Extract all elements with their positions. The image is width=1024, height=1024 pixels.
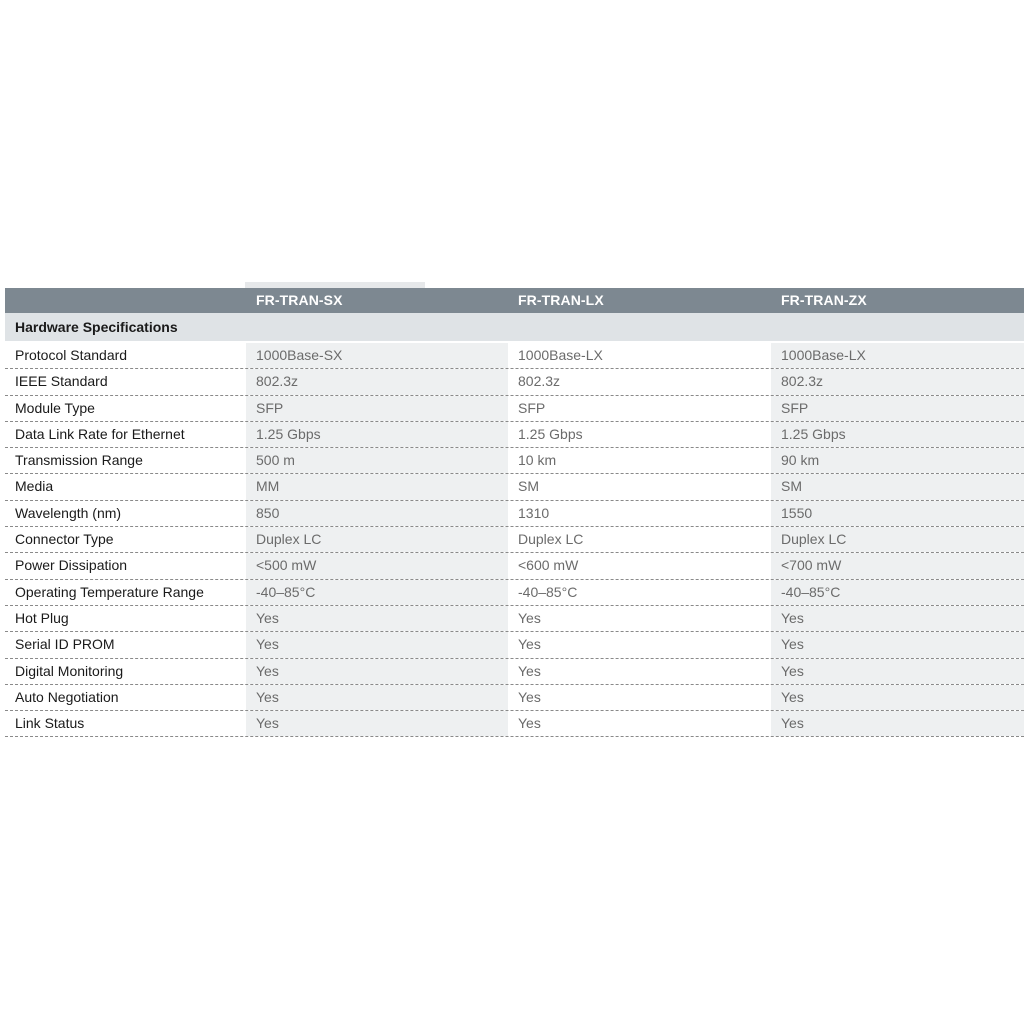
table-row	[5, 711, 1024, 737]
row-label: Operating Temperature Range	[15, 583, 204, 600]
cell-sx: SFP	[246, 396, 508, 421]
cell-lx: <600 mW	[508, 553, 771, 578]
cell-zx: 1550	[771, 501, 1024, 526]
table-row	[5, 553, 1024, 579]
cell-lx: Yes	[508, 659, 771, 684]
cell-zx: <700 mW	[771, 553, 1024, 578]
cell-zx: 1.25 Gbps	[771, 422, 1024, 447]
cell-lx: Duplex LC	[508, 527, 771, 552]
cell-sx: 850	[246, 501, 508, 526]
cell-sx: <500 mW	[246, 553, 508, 578]
table-row	[5, 343, 1024, 369]
cell-zx: -40–85°C	[771, 580, 1024, 605]
row-label: Protocol Standard	[15, 347, 128, 363]
table-row	[5, 580, 1024, 606]
cell-zx: Yes	[771, 685, 1024, 710]
cell-lx: Yes	[508, 711, 771, 736]
cell-lx: 802.3z	[508, 369, 771, 394]
row-label: IEEE Standard	[15, 373, 108, 390]
table-row	[5, 501, 1024, 527]
cell-lx: 1.25 Gbps	[508, 422, 771, 447]
row-label: Module Type	[15, 399, 95, 416]
row-label: Serial ID PROM	[15, 636, 115, 653]
table-row	[5, 659, 1024, 685]
table-row	[5, 369, 1024, 395]
table-body	[5, 343, 1024, 737]
table-row	[5, 396, 1024, 422]
cell-lx: -40–85°C	[508, 580, 771, 605]
row-label: Link Status	[15, 715, 85, 732]
cell-lx: 1000Base-LX	[508, 343, 771, 368]
row-label: Transmission Range	[15, 452, 143, 469]
cell-zx: Yes	[771, 659, 1024, 684]
cell-zx: Duplex LC	[771, 527, 1024, 552]
cell-lx: Yes	[508, 685, 771, 710]
table-row	[5, 685, 1024, 711]
row-label: Digital Monitoring	[15, 662, 124, 679]
table-row	[5, 422, 1024, 448]
table-row	[5, 474, 1024, 500]
row-label: Data Link Rate for Ethernet	[15, 425, 185, 442]
cell-zx: Yes	[771, 606, 1024, 631]
table-row	[5, 632, 1024, 658]
column-header-lx: FR-TRAN-LX	[518, 292, 604, 308]
cell-sx: Duplex LC	[246, 527, 508, 552]
cell-zx: SM	[771, 474, 1024, 499]
cell-sx: 500 m	[246, 448, 508, 473]
cell-sx: 1.25 Gbps	[246, 422, 508, 447]
section-title: Hardware Specifications	[15, 319, 178, 335]
cell-sx: -40–85°C	[246, 580, 508, 605]
row-label: Power Dissipation	[15, 557, 128, 574]
cell-lx: Yes	[508, 632, 771, 657]
cell-sx: Yes	[246, 685, 508, 710]
cell-zx: Yes	[771, 632, 1024, 657]
cell-zx: 1000Base-LX	[771, 343, 1024, 368]
table-row	[5, 448, 1024, 474]
cell-sx: 1000Base-SX	[246, 343, 508, 368]
cell-zx: 802.3z	[771, 369, 1024, 394]
column-header-zx: FR-TRAN-ZX	[781, 292, 867, 308]
cell-sx: Yes	[246, 659, 508, 684]
row-label: Wavelength (nm)	[15, 504, 122, 521]
cell-sx: Yes	[246, 606, 508, 631]
row-label: Media	[15, 478, 54, 495]
table-row	[5, 527, 1024, 553]
cell-lx: Yes	[508, 606, 771, 631]
row-label: Auto Negotiation	[15, 688, 119, 705]
cell-lx: SFP	[508, 396, 771, 421]
cell-zx: 90 km	[771, 448, 1024, 473]
cell-zx: SFP	[771, 396, 1024, 421]
column-header-sx: FR-TRAN-SX	[256, 292, 343, 308]
cell-lx: SM	[508, 474, 771, 499]
cell-sx: 802.3z	[246, 369, 508, 394]
cell-sx: Yes	[246, 632, 508, 657]
row-label: Hot Plug	[15, 609, 69, 626]
section-header	[5, 313, 1024, 341]
cell-lx: 1310	[508, 501, 771, 526]
cell-sx: Yes	[246, 711, 508, 736]
table-header	[5, 288, 1024, 313]
cell-sx: MM	[246, 474, 508, 499]
row-label: Connector Type	[15, 531, 114, 548]
table-row	[5, 606, 1024, 632]
cell-zx: Yes	[771, 711, 1024, 736]
cell-lx: 10 km	[508, 448, 771, 473]
